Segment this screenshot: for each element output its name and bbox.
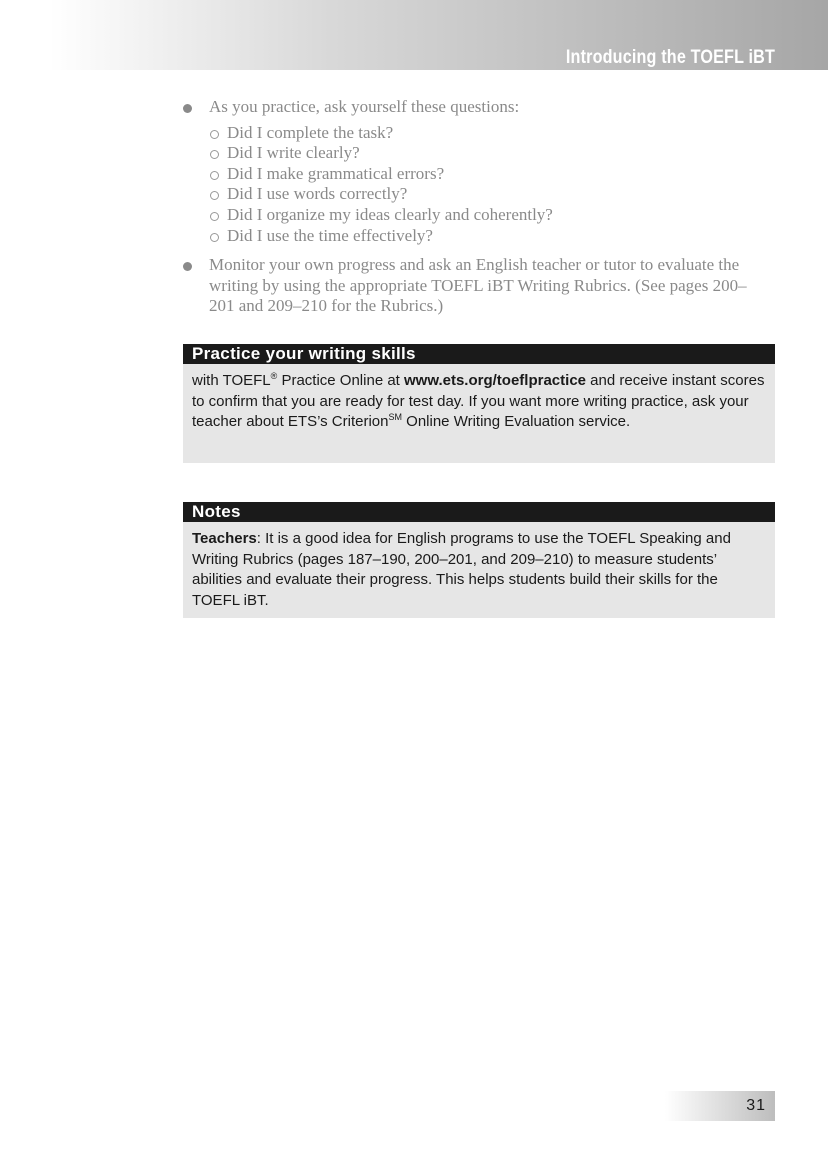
practice-box xyxy=(183,344,775,463)
page-number-tab xyxy=(665,1091,775,1121)
sub-item xyxy=(183,164,783,185)
practice-box-body xyxy=(183,364,775,443)
tips-list xyxy=(183,97,783,324)
service-mark: SM xyxy=(388,412,402,422)
list-item-text: As you practice, ask yourself these questions: xyxy=(209,97,520,116)
bullet-icon xyxy=(183,262,192,271)
notes-box-heading: Notes xyxy=(183,502,775,522)
text: and receive instant scores to confirm that you are ready for test day. If you want more writing practice, ask your teacher about ETS’s Criterion xyxy=(192,372,765,430)
sub-item-text: Did I use words correctly? xyxy=(227,184,408,204)
sub-item xyxy=(183,205,783,226)
text-bold: Teachers xyxy=(192,530,257,547)
circle-bullet-icon xyxy=(210,191,219,200)
sub-item xyxy=(183,226,783,247)
notes-box xyxy=(183,502,775,618)
practice-box-heading: Practice your writing skills xyxy=(183,344,775,364)
circle-bullet-icon xyxy=(210,212,219,221)
list-item xyxy=(183,97,783,246)
notes-box-body xyxy=(183,522,775,621)
text: with TOEFL xyxy=(192,372,271,389)
sub-item xyxy=(183,123,783,144)
page-number: 31 xyxy=(746,1097,766,1114)
text: Online Writing Evaluation service. xyxy=(402,413,631,430)
circle-bullet-icon xyxy=(210,233,219,242)
circle-bullet-icon xyxy=(210,171,219,180)
sub-item-text: Did I write clearly? xyxy=(227,143,360,163)
list-item xyxy=(183,255,754,317)
bullet-icon xyxy=(183,104,192,113)
sub-item xyxy=(183,143,783,164)
text: Practice Online at xyxy=(277,372,405,389)
circle-bullet-icon xyxy=(210,130,219,139)
sub-item-text: Did I make grammatical errors? xyxy=(227,163,445,183)
sub-item xyxy=(183,184,783,205)
text: : It is a good idea for English programs to use the TOEFL Speaking and Writing Rubrics (pages 187–190, 200–201, and 209–210) to measure students’ abilities and evaluate their progress. This helps students build their skills for the TOEFL iBT. xyxy=(192,530,731,609)
list-item-text: Monitor your own progress and ask an English teacher or tutor to evaluate the writing by using the appropriate TOEFL iBT Writing Rubrics. (See pages 200–201 and 209–210 for the Rubrics.) xyxy=(209,255,747,316)
registered-mark: ® xyxy=(270,371,278,381)
sub-item-text: Did I organize my ideas clearly and coherently? xyxy=(227,204,553,224)
circle-bullet-icon xyxy=(210,150,219,159)
header-title: Introducing the TOEFL iBT xyxy=(565,47,775,68)
sub-item-text: Did I complete the task? xyxy=(227,122,394,142)
sub-item-text: Did I use the time effectively? xyxy=(227,225,433,245)
practice-url-link[interactable]: www.ets.org/toeflpractice xyxy=(404,372,587,389)
page-header xyxy=(0,0,828,70)
